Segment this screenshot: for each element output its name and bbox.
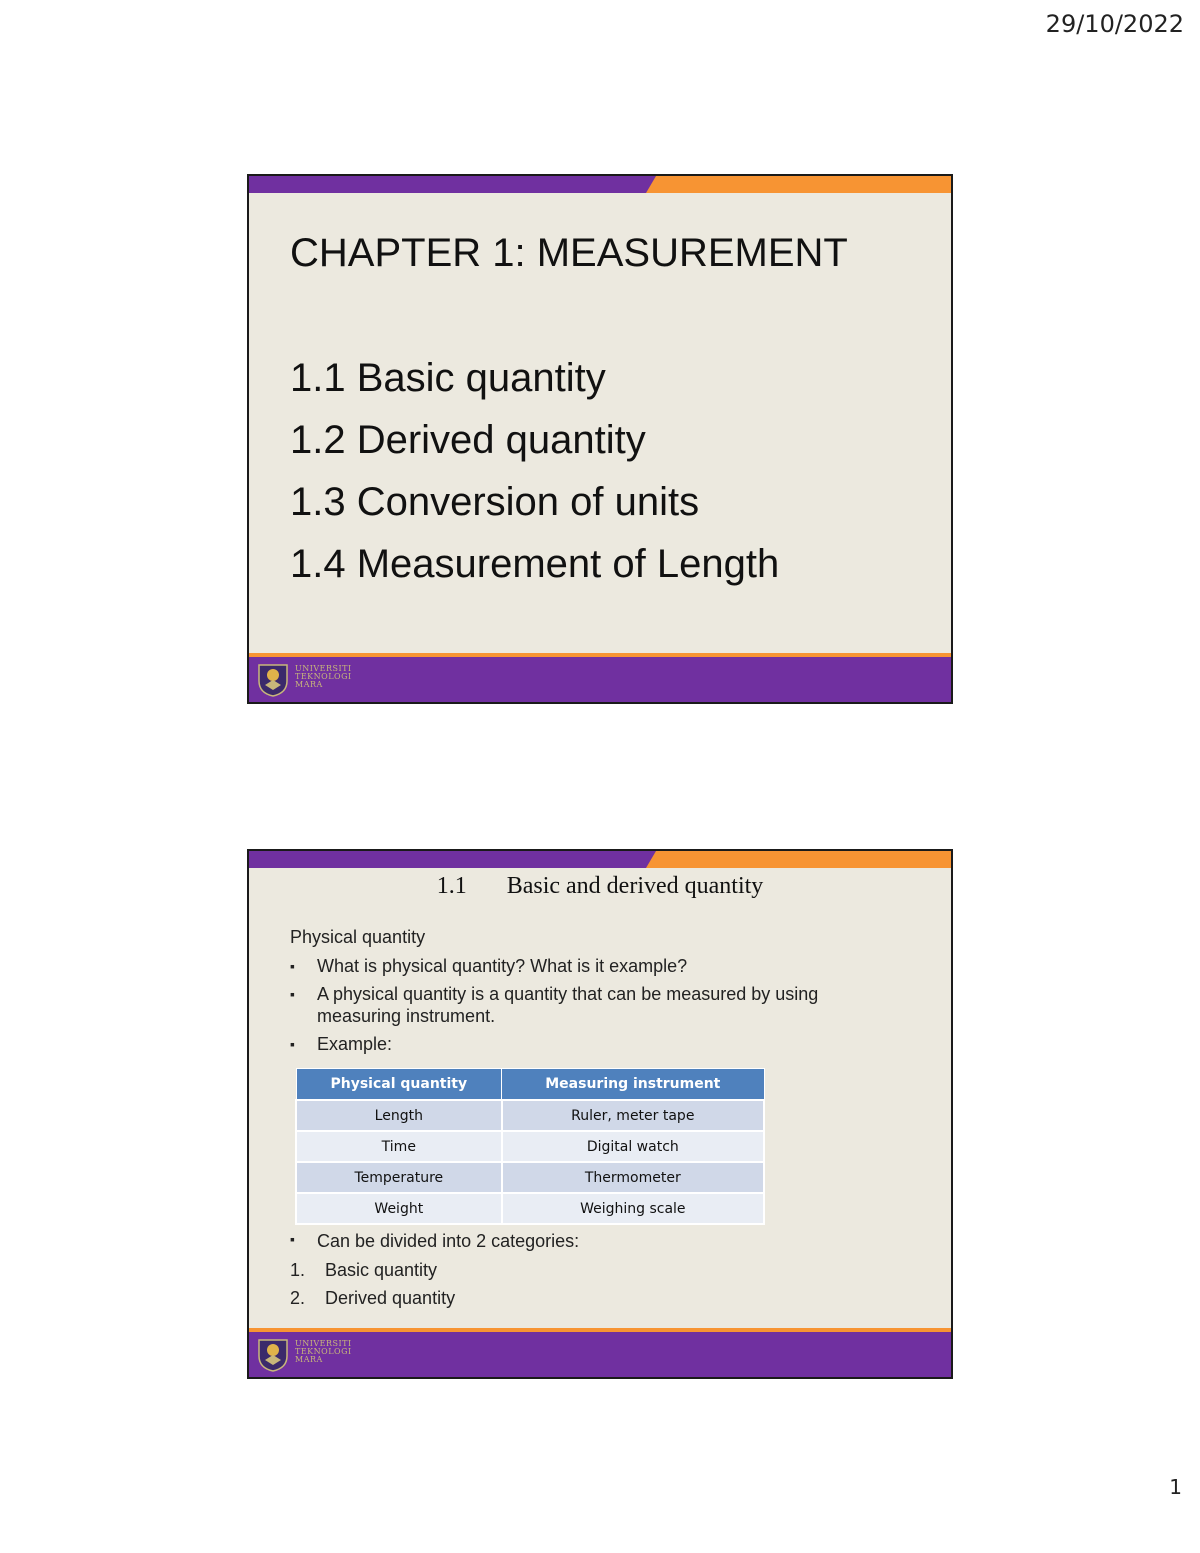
slide-footer-band [249, 1328, 951, 1377]
table-cell: Temperature [296, 1162, 502, 1193]
slide-chapter-overview [247, 174, 953, 704]
table-cell: Weighing scale [502, 1193, 764, 1224]
logo-line: TEKNOLOGI [295, 1347, 352, 1356]
slide-basic-derived-quantity [247, 849, 953, 1379]
uitm-logo [255, 1336, 365, 1374]
contents-item: 1.2 Derived quantity [290, 418, 646, 462]
slide-heading [249, 873, 951, 900]
table-row [296, 1131, 764, 1162]
contents-item: 1.4 Measurement of Length [290, 542, 780, 586]
uitm-crest-icon [255, 1336, 291, 1372]
bullet-list [290, 955, 890, 1061]
list-number: 2. [290, 1288, 306, 1308]
quantity-instrument-table [295, 1068, 765, 1225]
bullet-item: ▪ Example: [290, 1033, 890, 1055]
list-number: 1. [290, 1260, 306, 1280]
table-row [296, 1162, 764, 1193]
slide-subtitle: Physical quantity [290, 927, 426, 947]
heading-number: 1.1 [436, 873, 467, 899]
logo-line: TEKNOLOGI [295, 672, 352, 681]
table-row [296, 1193, 764, 1224]
bullet-item: ▪ What is physical quantity? What is it example? [290, 955, 890, 977]
table-cell: Ruler, meter tape [502, 1100, 764, 1131]
table-cell: Digital watch [502, 1131, 764, 1162]
page-number: 1 [1169, 1475, 1182, 1499]
logo-line: UNIVERSITI [295, 664, 352, 673]
table-cell: Thermometer [502, 1162, 764, 1193]
uitm-logo [255, 661, 365, 699]
uitm-crest-icon [255, 661, 291, 697]
table-cell: Time [296, 1131, 502, 1162]
table-cell: Weight [296, 1193, 502, 1224]
contents-item: 1.3 Conversion of units [290, 480, 700, 524]
list-item [290, 1259, 455, 1281]
page-date: 29/10/2022 [1045, 10, 1184, 38]
slide-top-bar [249, 176, 951, 193]
categories-list [290, 1259, 455, 1315]
logo-line: UNIVERSITI [295, 1339, 352, 1348]
bullet-item: ▪ Can be divided into 2 categories: [290, 1231, 579, 1252]
logo-line: MARA [295, 1355, 323, 1364]
list-item [290, 1287, 455, 1309]
table-header: Physical quantity [296, 1069, 502, 1101]
table-cell: Length [296, 1100, 502, 1131]
bullet-item: ▪ A physical quantity is a quantity that can be measured by using measuring instrument. [290, 983, 890, 1027]
heading-text: Basic and derived quantity [506, 873, 764, 899]
chapter-title: CHAPTER 1: MEASUREMENT [290, 231, 848, 275]
chapter-contents-list [290, 352, 779, 600]
list-label: Derived quantity [325, 1288, 456, 1308]
table-row [296, 1100, 764, 1131]
slide-top-bar [249, 851, 951, 868]
table-header: Measuring instrument [502, 1069, 764, 1101]
logo-line: MARA [295, 680, 323, 689]
slide-footer-band [249, 653, 951, 702]
list-label: Basic quantity [325, 1260, 438, 1280]
contents-item: 1.1 Basic quantity [290, 356, 606, 400]
